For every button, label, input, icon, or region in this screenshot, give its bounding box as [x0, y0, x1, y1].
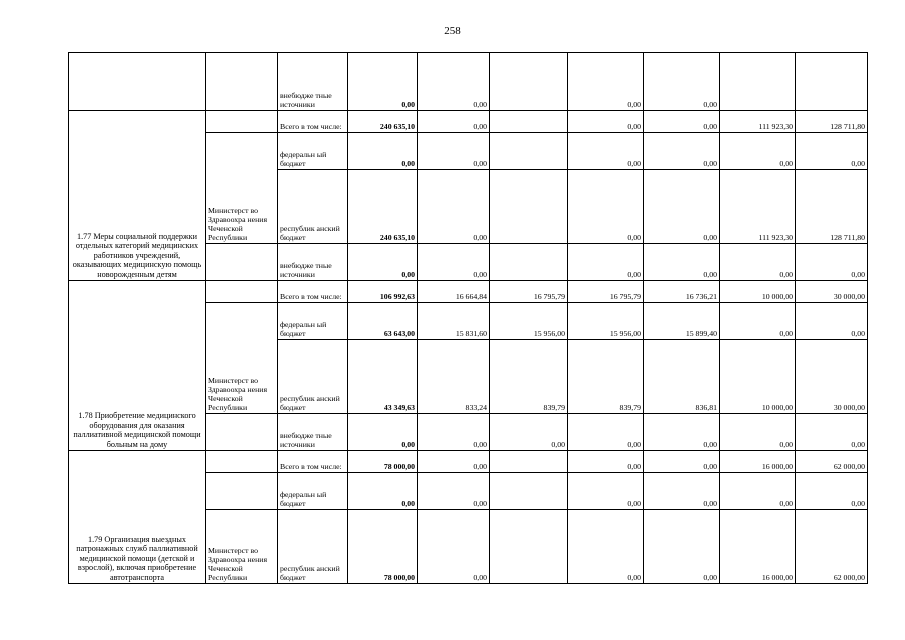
- total-cell: 106 992,63: [348, 281, 418, 303]
- total-cell: 0,00: [348, 244, 418, 281]
- year1-cell: 0,00: [418, 473, 490, 510]
- year1-cell: 0,00: [418, 53, 490, 111]
- table-row: [69, 111, 868, 133]
- year5-cell: 0,00: [720, 414, 796, 451]
- source-cell: Всего в том числе:: [278, 111, 348, 133]
- source-cell: республик анский бюджет: [278, 510, 348, 584]
- year2-cell: [490, 244, 568, 281]
- source-cell: республик анский бюджет: [278, 170, 348, 244]
- year1-cell: 833,24: [418, 340, 490, 414]
- item-name: 1.79 Организация выездных патронажных служб паллиативной медицинской помощи (детской и взрослой), включая приобретение автотранспорта: [69, 451, 206, 584]
- year2-cell: [490, 510, 568, 584]
- total-cell: 0,00: [348, 473, 418, 510]
- year5-cell: 10 000,00: [720, 281, 796, 303]
- total-cell: 240 635,10: [348, 111, 418, 133]
- year2-cell: [490, 451, 568, 473]
- year1-cell: 0,00: [418, 414, 490, 451]
- executor-cell: [206, 451, 278, 473]
- year6-cell: 128 711,80: [796, 170, 868, 244]
- year6-cell: 0,00: [796, 244, 868, 281]
- year4-cell: 0,00: [644, 451, 720, 473]
- year5-cell: 16 000,00: [720, 451, 796, 473]
- year4-cell: 0,00: [644, 473, 720, 510]
- source-cell: Всего в том числе:: [278, 281, 348, 303]
- year2-cell: [490, 111, 568, 133]
- year1-cell: 0,00: [418, 111, 490, 133]
- item-name: 1.78 Приобретение медицинского оборудования для оказания паллиативной медицинской помощи больным на дому: [69, 281, 206, 451]
- year4-cell: 0,00: [644, 133, 720, 170]
- item-name: 1.77 Меры социальной поддержки отдельных категорий медицинских работников учреждений, оказывающих медицинскую помощь новорожденным детям: [69, 111, 206, 281]
- year2-cell: [490, 170, 568, 244]
- year5-cell: 0,00: [720, 473, 796, 510]
- year2-cell: 0,00: [490, 414, 568, 451]
- year3-cell: 16 795,79: [568, 281, 644, 303]
- year1-cell: 0,00: [418, 133, 490, 170]
- table-row: [69, 451, 868, 473]
- year2-cell: 15 956,00: [490, 303, 568, 340]
- year3-cell: 0,00: [568, 133, 644, 170]
- executor-cell: Министерст во Здравоохра нения Чеченской Республики: [206, 133, 278, 244]
- year6-cell: 30 000,00: [796, 340, 868, 414]
- year5-cell: 10 000,00: [720, 340, 796, 414]
- year6-cell: 62 000,00: [796, 510, 868, 584]
- name-cell: [69, 53, 206, 111]
- year6-cell: 62 000,00: [796, 451, 868, 473]
- year4-cell: 0,00: [644, 510, 720, 584]
- year1-cell: 0,00: [418, 451, 490, 473]
- source-cell: федеральн ый бюджет: [278, 473, 348, 510]
- year3-cell: 0,00: [568, 451, 644, 473]
- year1-cell: 16 664,84: [418, 281, 490, 303]
- year3-cell: 0,00: [568, 414, 644, 451]
- total-cell: 78 000,00: [348, 451, 418, 473]
- year2-cell: [490, 53, 568, 111]
- year3-cell: 0,00: [568, 170, 644, 244]
- total-cell: 0,00: [348, 133, 418, 170]
- source-cell: внебюдже тные источники: [278, 53, 348, 111]
- year6-cell: 0,00: [796, 473, 868, 510]
- table-row: [69, 53, 868, 111]
- executor-cell: [206, 414, 278, 451]
- executor-cell: Министерст во Здравоохра нения Чеченской Республики: [206, 510, 278, 584]
- executor-cell: [206, 53, 278, 111]
- executor-cell: [206, 473, 278, 510]
- source-cell: внебюдже тные источники: [278, 414, 348, 451]
- year3-cell: 0,00: [568, 111, 644, 133]
- year5-cell: 0,00: [720, 303, 796, 340]
- source-cell: Всего в том числе:: [278, 451, 348, 473]
- year5-cell: 0,00: [720, 244, 796, 281]
- year6-cell: 128 711,80: [796, 111, 868, 133]
- source-cell: федеральн ый бюджет: [278, 133, 348, 170]
- year4-cell: 0,00: [644, 414, 720, 451]
- year1-cell: 0,00: [418, 244, 490, 281]
- year6-cell: 0,00: [796, 133, 868, 170]
- budget-table: [68, 52, 868, 584]
- year4-cell: 0,00: [644, 244, 720, 281]
- year6-cell: [796, 53, 868, 111]
- year3-cell: 0,00: [568, 244, 644, 281]
- source-cell: федеральн ый бюджет: [278, 303, 348, 340]
- year4-cell: 15 899,40: [644, 303, 720, 340]
- year3-cell: 15 956,00: [568, 303, 644, 340]
- year4-cell: 836,81: [644, 340, 720, 414]
- executor-cell: [206, 244, 278, 281]
- year3-cell: 0,00: [568, 510, 644, 584]
- year6-cell: 0,00: [796, 303, 868, 340]
- year5-cell: 0,00: [720, 133, 796, 170]
- executor-cell: Министерст во Здравоохра нения Чеченской Республики: [206, 303, 278, 414]
- year3-cell: 0,00: [568, 53, 644, 111]
- table-row: [69, 281, 868, 303]
- total-cell: 78 000,00: [348, 510, 418, 584]
- source-cell: внебюдже тные источники: [278, 244, 348, 281]
- source-cell: республик анский бюджет: [278, 340, 348, 414]
- executor-cell: [206, 111, 278, 133]
- year3-cell: 0,00: [568, 473, 644, 510]
- executor-cell: [206, 281, 278, 303]
- year2-cell: 839,79: [490, 340, 568, 414]
- total-cell: 63 643,00: [348, 303, 418, 340]
- year1-cell: 15 831,60: [418, 303, 490, 340]
- year6-cell: 30 000,00: [796, 281, 868, 303]
- total-cell: 43 349,63: [348, 340, 418, 414]
- year5-cell: [720, 53, 796, 111]
- year3-cell: 839,79: [568, 340, 644, 414]
- year1-cell: 0,00: [418, 510, 490, 584]
- year6-cell: 0,00: [796, 414, 868, 451]
- year4-cell: 0,00: [644, 170, 720, 244]
- total-cell: 0,00: [348, 414, 418, 451]
- year1-cell: 0,00: [418, 170, 490, 244]
- year5-cell: 111 923,30: [720, 111, 796, 133]
- year2-cell: [490, 133, 568, 170]
- year5-cell: 16 000,00: [720, 510, 796, 584]
- year5-cell: 111 923,30: [720, 170, 796, 244]
- year4-cell: 0,00: [644, 53, 720, 111]
- year2-cell: [490, 473, 568, 510]
- page-number: 258: [444, 25, 461, 37]
- year4-cell: 0,00: [644, 111, 720, 133]
- year4-cell: 16 736,21: [644, 281, 720, 303]
- year2-cell: 16 795,79: [490, 281, 568, 303]
- total-cell: 240 635,10: [348, 170, 418, 244]
- total-cell: 0,00: [348, 53, 418, 111]
